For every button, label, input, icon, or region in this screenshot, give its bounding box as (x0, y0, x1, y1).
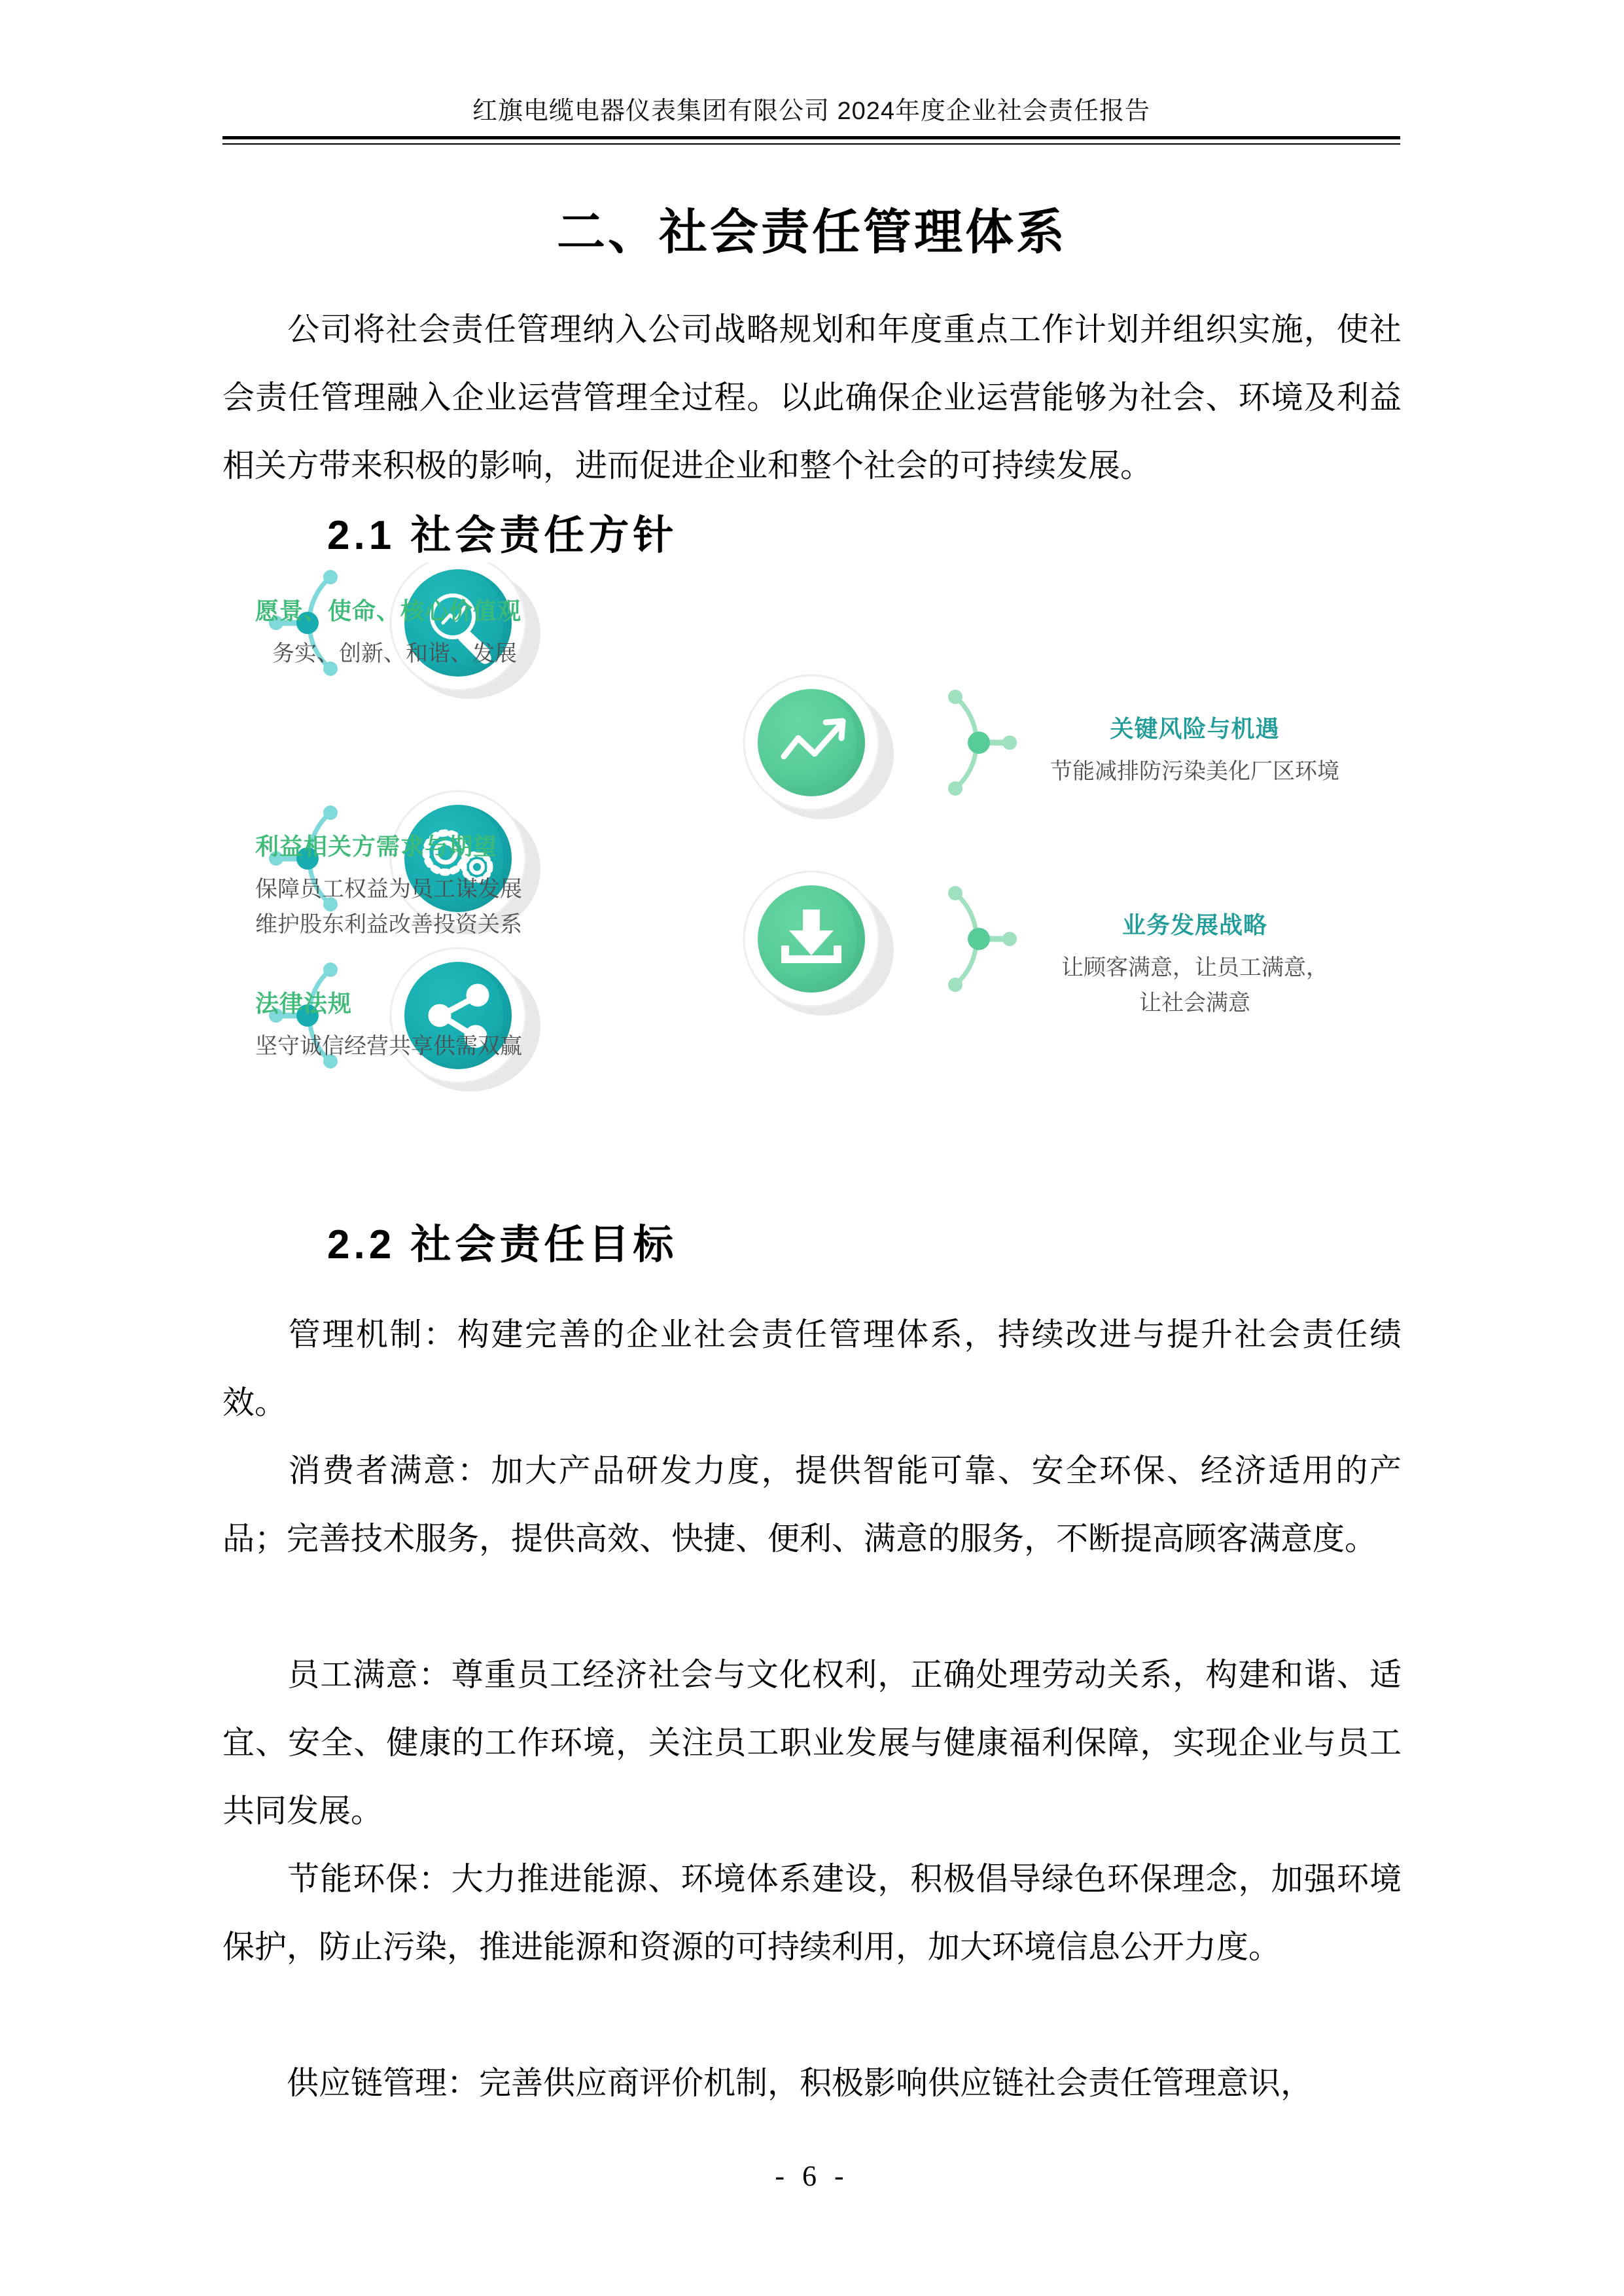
paragraph-management-mechanism-text: 管理机制：构建完善的企业社会责任管理体系，持续改进与提升社会责任绩效。 (222, 1316, 1402, 1421)
diagram-label-stakeholder-subtitle-1: 保障员工权益为员工谋发展 (255, 877, 522, 902)
connector-risk (948, 690, 1017, 796)
diagram-label-vision (255, 594, 521, 670)
diagram-node-business[interactable] (744, 872, 894, 1016)
diagram-label-risk-title: 关键风险与机遇 (1110, 715, 1280, 742)
paragraph-supply-chain (222, 2049, 1402, 2117)
diagram-label-stakeholder-title: 利益相关方需求与期望 (255, 833, 498, 860)
header-rule-thick (222, 136, 1400, 139)
paragraph-supply-chain-text: 供应链管理：完善供应商评价机制，积极影响供应链社会责任管理意识， (287, 2065, 1313, 2101)
paragraph-energy-environment (222, 1845, 1402, 1981)
paragraph-employee-satisfaction-text: 员工满意：尊重员工经济社会与文化权利，正确处理劳动关系，构建和谐、适宜、安全、健康的工作环境，关注员工职业发展与健康福利保障，实现企业与员工共同发展。 (222, 1657, 1402, 1829)
running-header-text: 红旗电缆电器仪表集团有限公司 2024年度企业社会责任报告 (472, 97, 1151, 125)
diagram-label-law-title: 法律法规 (255, 990, 353, 1017)
paragraph-consumer-satisfaction-text: 消费者满意：加大产品研发力度，提供智能可靠、安全环保、经济适用的产品；完善技术服务，提供高效、快捷、便利、满意的服务，不断提高顾客满意度。 (222, 1453, 1402, 1557)
chapter-intro-paragraph (222, 296, 1402, 500)
chapter-title: 二、社会责任管理体系 (557, 205, 1067, 259)
diagram-label-business-title: 业务发展战略 (1121, 911, 1267, 938)
diagram-label-law-subtitle: 坚守诚信经营共享供需双赢 (255, 1034, 522, 1059)
paragraph-energy-environment-text: 节能环保：大力推进能源、环境体系建设，积极倡导绿色环保理念，加强环境保护，防止污染，推进能源和资源的可持续利用，加大环境信息公开力度。 (222, 1861, 1402, 1965)
diagram-node-risk[interactable] (744, 675, 894, 819)
diagram-label-risk-subtitle: 节能减排防污染美化厂区环境 (1050, 759, 1339, 784)
diagram-label-risk (1025, 712, 1365, 788)
diagram-label-business-subtitle-2: 让社会满意 (1139, 991, 1250, 1016)
chapter-intro-text: 公司将社会责任管理纳入公司战略规划和年度重点工作计划并组织实施，使社会责任管理融入企业运营管理全过程。以此确保企业运营能够为社会、环境及利益相关方带来积极的影响，进而促进企业和整个社会的可持续发展。 (222, 311, 1402, 484)
diagram-label-business-subtitle-1: 让顾客满意，让员工满意， (1061, 955, 1328, 980)
diagram-label-business (1025, 908, 1365, 1019)
paragraph-consumer-satisfaction (222, 1437, 1402, 1573)
paragraph-management-mechanism (222, 1301, 1402, 1437)
diagram-label-law (255, 987, 522, 1063)
diagram-label-stakeholder (255, 830, 522, 941)
social-responsibility-policy-diagram (255, 563, 1374, 1152)
section-heading-2-2: 2.2 社会责任目标 (327, 1222, 678, 1267)
diagram-label-vision-subtitle: 务实、创新、和谐、发展 (272, 641, 517, 666)
paragraph-employee-satisfaction (222, 1641, 1402, 1845)
diagram-label-stakeholder-subtitle-2: 维护股东利益改善投资关系 (255, 912, 522, 937)
connector-business (948, 886, 1017, 992)
section-heading-2-1: 2.1 社会责任方针 (327, 513, 678, 558)
page-number: - 6 - (775, 2160, 849, 2192)
diagram-label-vision-title: 愿景、使命、核心价值观 (255, 597, 522, 624)
running-header (222, 98, 1400, 126)
header-rule-thin (222, 143, 1400, 145)
